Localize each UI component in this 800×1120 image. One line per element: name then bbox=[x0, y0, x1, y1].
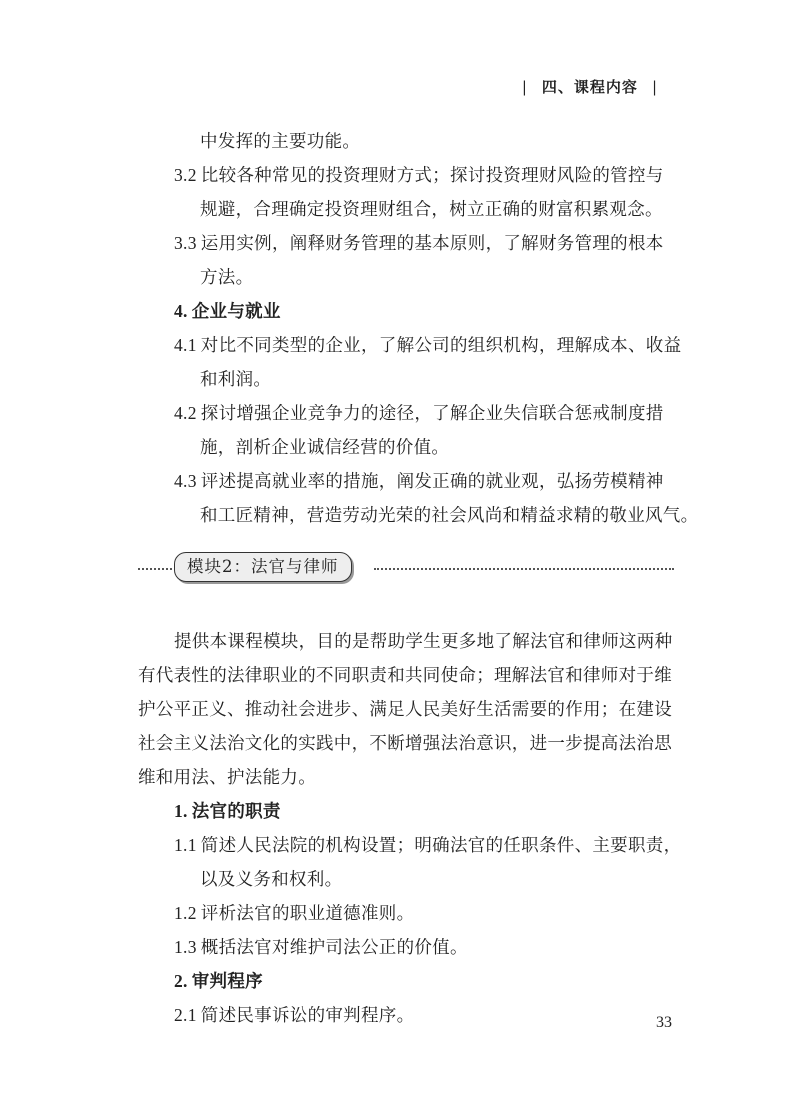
list-item bbox=[174, 900, 414, 925]
list-item bbox=[174, 934, 468, 959]
list-item bbox=[174, 162, 664, 187]
list-item bbox=[174, 832, 681, 857]
item-text: 对比不同类型的企业，了解公司的组织机构，理解成本、收益 bbox=[200, 336, 682, 356]
item-number: 4.3 bbox=[174, 471, 197, 491]
list-item bbox=[200, 128, 360, 153]
section-title: 四、课程内容 bbox=[541, 78, 638, 96]
item-number: 3.3 bbox=[174, 233, 197, 253]
intro-line: 有代表性的法律职业的不同职责和共同使命；理解法官和律师对于维 bbox=[138, 666, 672, 686]
item-number: 4.2 bbox=[174, 403, 197, 423]
item-text: 和工匠精神，营造劳动光荣的社会风尚和精益求精的敬业风气。 bbox=[200, 506, 699, 526]
list-item bbox=[174, 332, 681, 357]
heading-text: 法官的职责 bbox=[191, 802, 281, 822]
dotted-rule-right bbox=[374, 568, 674, 570]
list-item bbox=[200, 502, 698, 527]
item-text: 评述提高就业率的措施，阐发正确的就业观，弘扬劳模精神 bbox=[200, 472, 664, 492]
list-item bbox=[200, 366, 271, 391]
list-item bbox=[200, 866, 342, 891]
list-item bbox=[174, 400, 664, 425]
section-heading bbox=[174, 298, 281, 323]
item-text: 运用实例，阐释财务管理的基本原则，了解财务管理的根本 bbox=[200, 234, 664, 254]
module-title: 模块2：法官与律师 bbox=[174, 552, 352, 582]
item-text: 简述民事诉讼的审判程序。 bbox=[200, 1006, 415, 1026]
intro-line: 维和用法、护法能力。 bbox=[138, 768, 316, 788]
item-text: 规避，合理确定投资理财组合，树立正确的财富积累观念。 bbox=[200, 200, 663, 220]
list-item bbox=[200, 196, 663, 221]
item-number: 1.2 bbox=[174, 903, 197, 923]
item-text: 评析法官的职业道德准则。 bbox=[200, 904, 415, 924]
heading-number: 1. bbox=[174, 801, 188, 821]
item-text: 概括法官对维护司法公正的价值。 bbox=[200, 938, 468, 958]
item-number: 1.3 bbox=[174, 937, 197, 957]
running-head bbox=[508, 76, 672, 97]
item-number: 4.1 bbox=[174, 335, 197, 355]
item-number: 1.1 bbox=[174, 835, 197, 855]
section-heading bbox=[174, 968, 263, 993]
heading-number: 2. bbox=[174, 971, 188, 991]
item-text: 比较各种常见的投资理财方式；探讨投资理财风险的管控与 bbox=[200, 166, 664, 186]
item-text: 中发挥的主要功能。 bbox=[200, 132, 361, 152]
intro-line: 提供本课程模块，目的是帮助学生更多地了解法官和律师这两种 bbox=[174, 632, 673, 652]
heading-number: 4. bbox=[174, 301, 188, 321]
list-item bbox=[200, 434, 449, 459]
item-text: 探讨增强企业竞争力的途径，了解企业失信联合惩戒制度措 bbox=[200, 404, 664, 424]
item-text: 施，剖析企业诚信经营的价值。 bbox=[200, 438, 450, 458]
header-divider-left: | bbox=[521, 78, 528, 96]
section-heading bbox=[174, 798, 281, 823]
item-number: 2.1 bbox=[174, 1005, 197, 1025]
item-text: 和利润。 bbox=[200, 370, 272, 390]
list-item bbox=[174, 230, 664, 255]
item-text: 方法。 bbox=[200, 268, 254, 288]
dotted-rule-left bbox=[138, 568, 172, 570]
item-number: 3.2 bbox=[174, 165, 197, 185]
page-number: 33 bbox=[656, 1014, 672, 1031]
intro-line: 护公平正义、推动社会进步、满足人民美好生活需要的作用；在建设 bbox=[138, 700, 672, 720]
item-text: 简述人民法院的机构设置；明确法官的任职条件、主要职责， bbox=[200, 836, 682, 856]
intro-line: 社会主义法治文化的实践中，不断增强法治意识，进一步提高法治思 bbox=[138, 734, 672, 754]
list-item bbox=[174, 1002, 414, 1027]
header-divider-right: | bbox=[651, 78, 658, 96]
heading-text: 审判程序 bbox=[191, 972, 263, 992]
list-item bbox=[200, 264, 253, 289]
module-title-bar bbox=[138, 552, 674, 586]
heading-text: 企业与就业 bbox=[191, 302, 281, 322]
list-item bbox=[174, 468, 664, 493]
item-text: 以及义务和权利。 bbox=[200, 870, 343, 890]
